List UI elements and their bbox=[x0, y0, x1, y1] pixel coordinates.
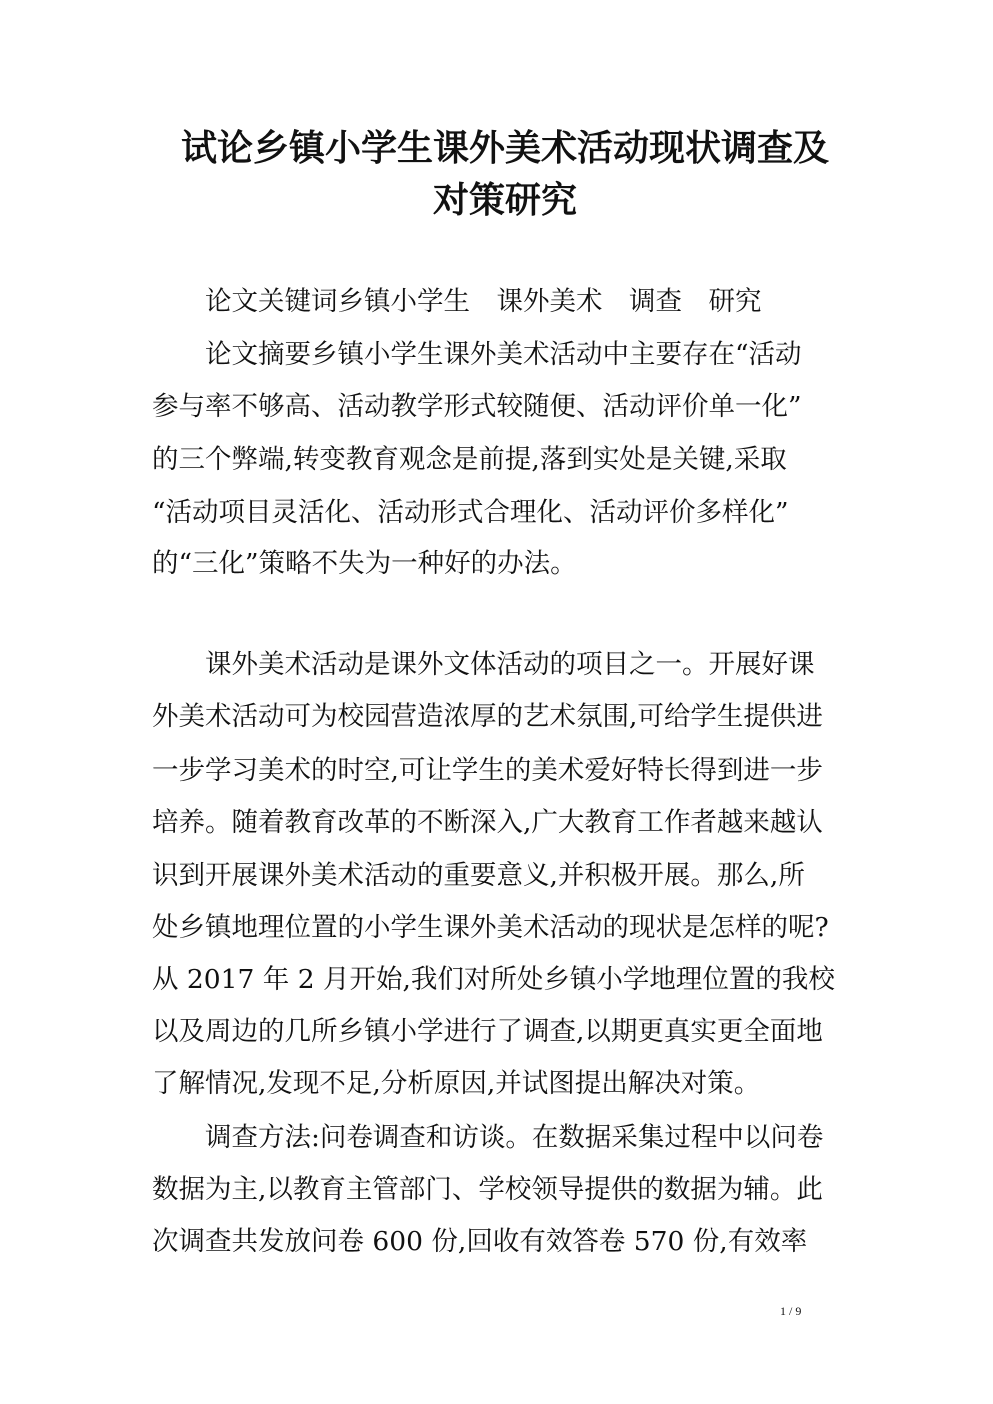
abstract-line: 论文摘要乡镇小学生课外美术活动中主要存在“活动 bbox=[205, 339, 802, 370]
abstract-line: 的“三化”策略不失为一种好的办法。 bbox=[152, 548, 577, 579]
body-line: 外美术活动可为校园营造浓厚的艺术氛围,可给学生提供进 bbox=[152, 701, 823, 732]
document-title-line-2: 对策研究 bbox=[432, 179, 577, 221]
document-title-line-1: 试论乡镇小学生课外美术活动现状调查及 bbox=[180, 127, 829, 169]
body-line: 从 2017 年 2 月开始,我们对所处乡镇小学地理位置的我校 bbox=[152, 964, 835, 995]
body-line: 调查方法:问卷调查和访谈。在数据采集过程中以问卷 bbox=[205, 1122, 824, 1153]
keywords: 论文关键词乡镇小学生 课外美术 调查 研究 bbox=[205, 286, 762, 317]
abstract-line: 的三个弊端,转变教育观念是前提,落到实处是关键,采取 bbox=[152, 444, 787, 475]
body-line: 以及周边的几所乡镇小学进行了调查,以期更真实更全面地 bbox=[152, 1016, 823, 1047]
body-line: 识到开展课外美术活动的重要意义,并积极开展。那么,所 bbox=[152, 860, 805, 891]
page-number: 1 / 9 bbox=[780, 1304, 802, 1318]
body-line: 一步学习美术的时空,可让学生的美术爱好特长得到进一步 bbox=[152, 755, 823, 786]
body-line: 数据为主,以教育主管部门、学校领导提供的数据为辅。此 bbox=[152, 1174, 823, 1205]
body-line: 了解情况,发现不足,分析原因,并试图提出解决对策。 bbox=[152, 1068, 761, 1099]
body-line: 课外美术活动是课外文体活动的项目之一。开展好课 bbox=[205, 649, 815, 680]
body-line: 培养。随着教育改革的不断深入,广大教育工作者越来越认 bbox=[152, 807, 823, 838]
body-line: 处乡镇地理位置的小学生课外美术活动的现状是怎样的呢? bbox=[152, 912, 829, 943]
abstract-line: 参与率不够高、活动教学形式较随便、活动评价单一化” bbox=[152, 391, 802, 422]
body-line: 次调查共发放问卷 600 份,回收有效答卷 570 份,有效率 bbox=[152, 1226, 808, 1257]
abstract-line: “活动项目灵活化、活动形式合理化、活动评价多样化” bbox=[152, 497, 789, 528]
